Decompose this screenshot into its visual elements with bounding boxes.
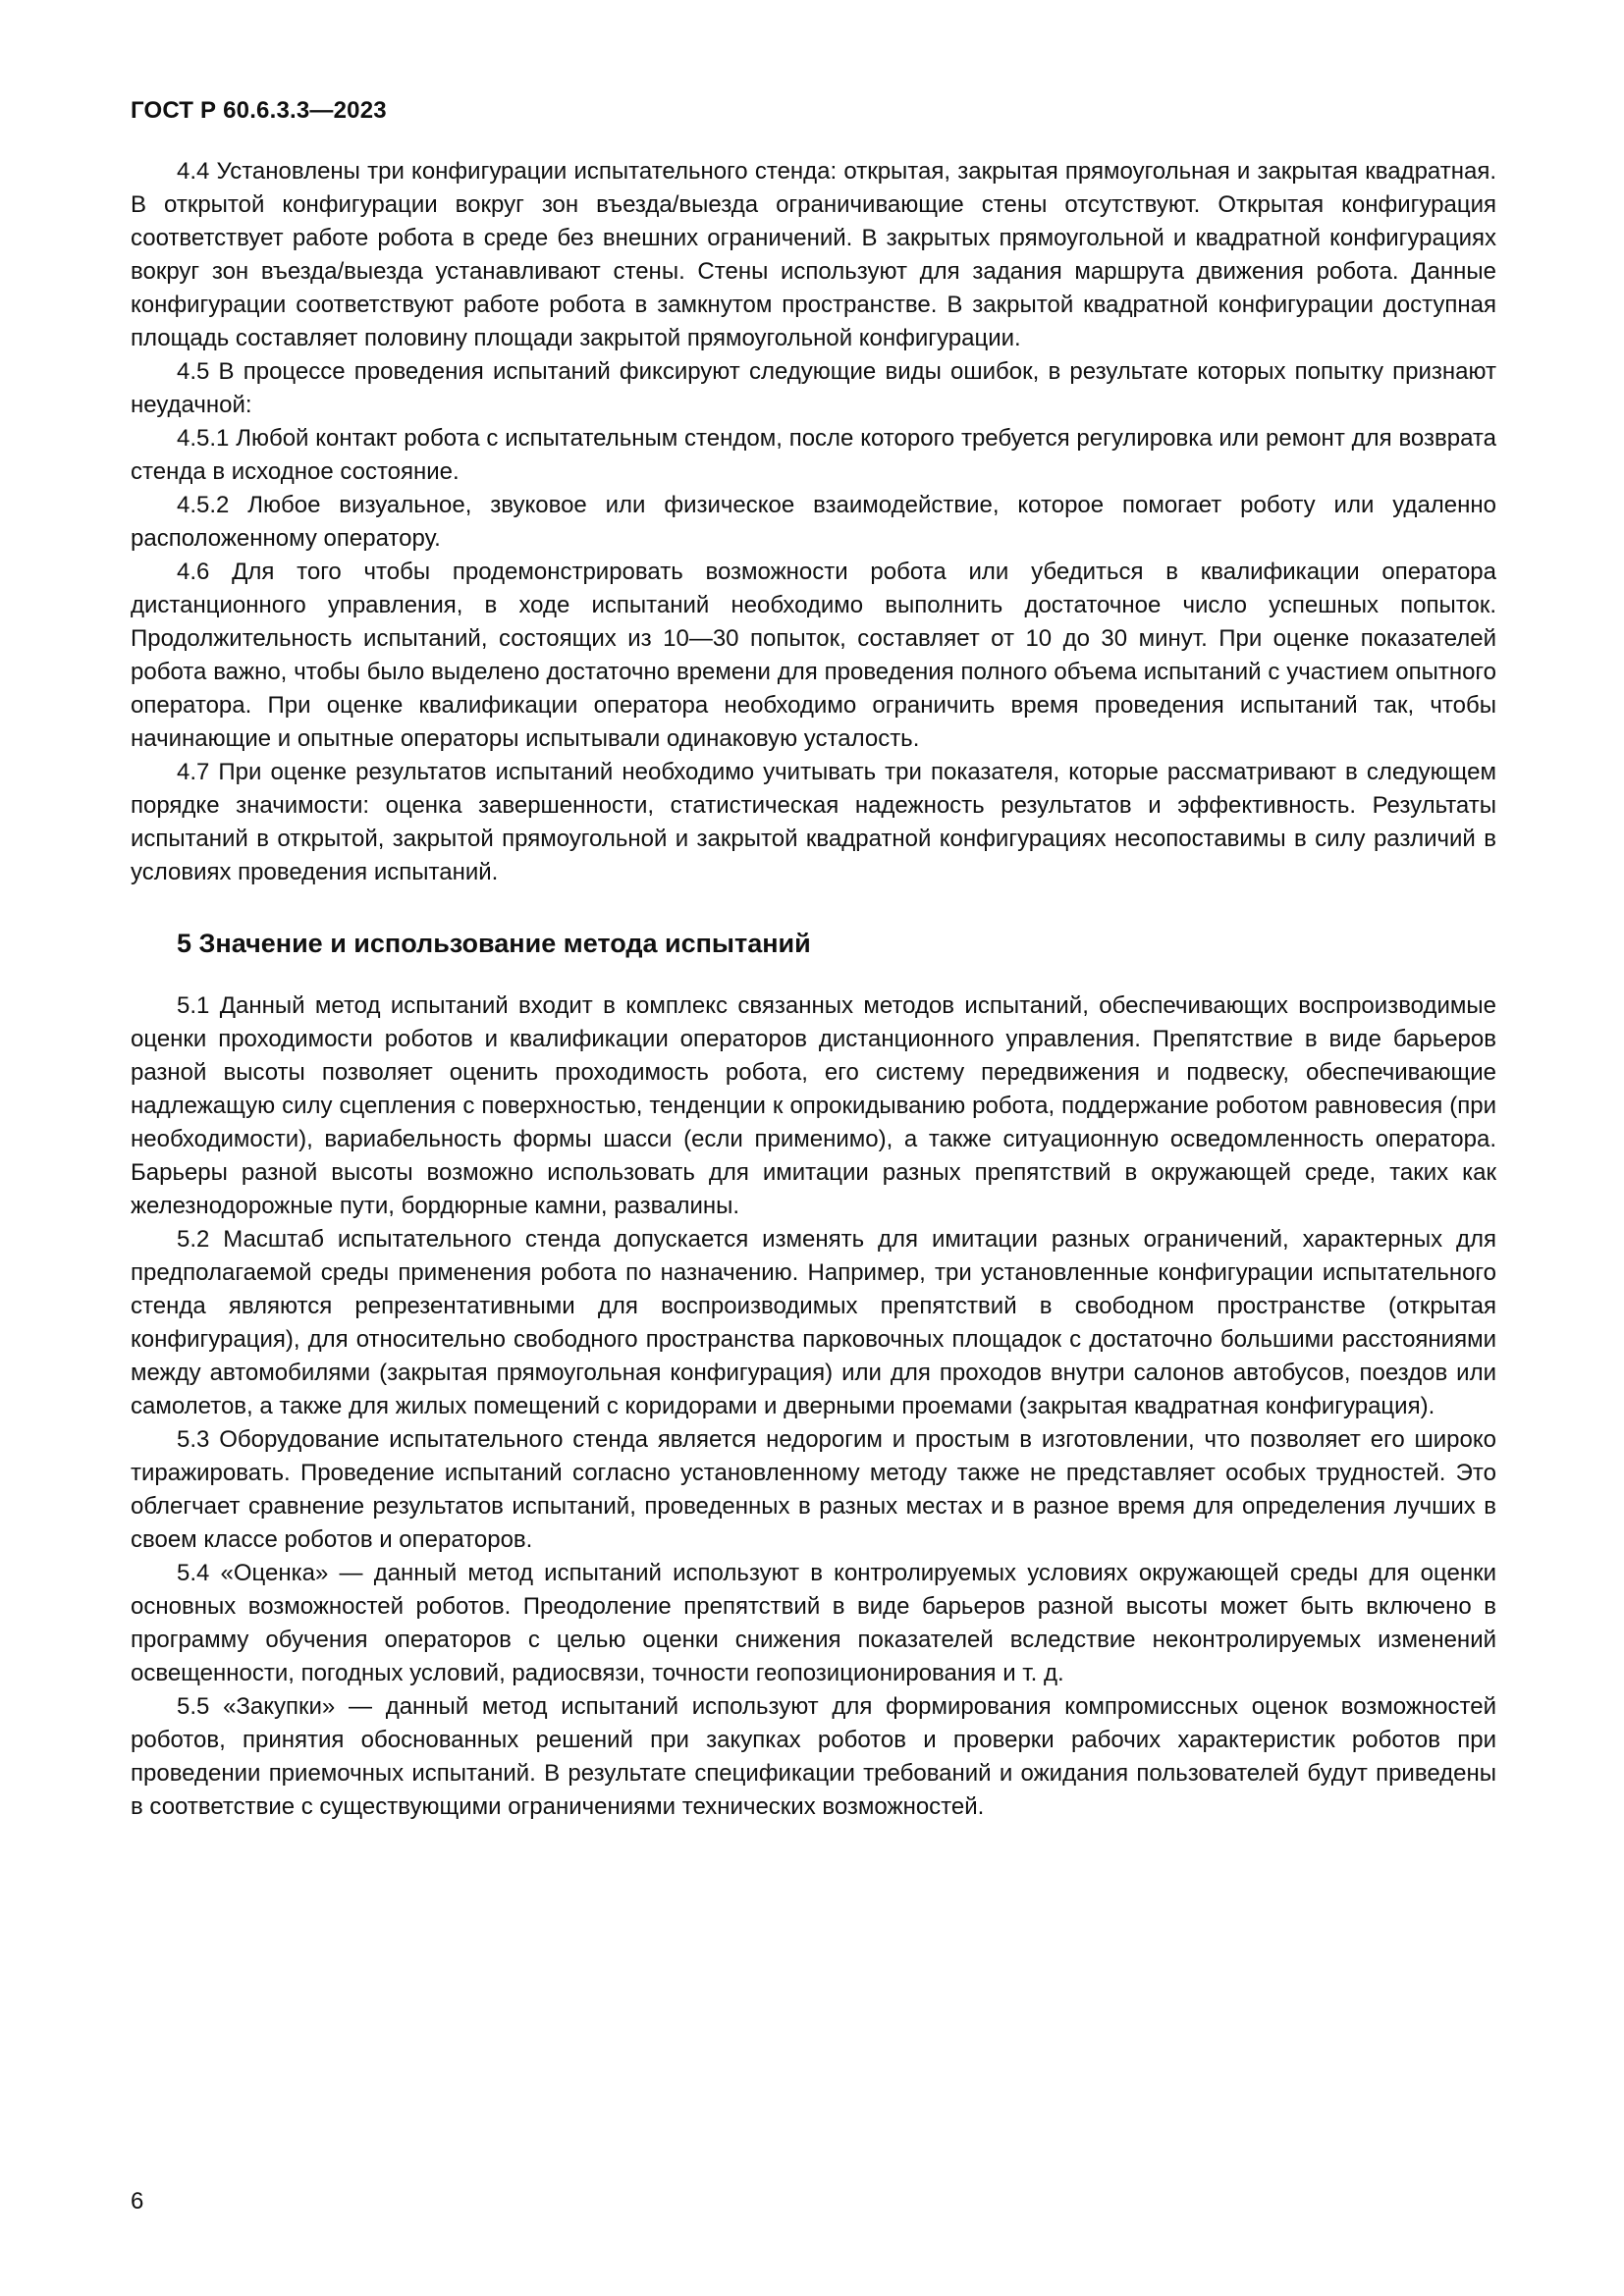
paragraph-4-6: 4.6 Для того чтобы продемонстрировать возможности робота или убедиться в квалификации оператора дистанционного управления, в ходе испытаний необходимо выполнить достаточное число успешных попыток. Продолжительность испытаний, состоящих из 10—30 попыток, составляет от 10 до 30 минут. При оценке показателей робота важно, чтобы было выделено достаточно времени для проведения полного объема испытаний с участием опытного оператора. При оценке квалификации оператора необходимо ограничить время проведения испытаний так, чтобы начинающие и опытные операторы испытывали одинаковую усталость. <box>131 559 1496 752</box>
paragraph-4-5: 4.5 В процессе проведения испытаний фиксируют следующие виды ошибок, в результате которых попытку признают неудачной: <box>131 358 1496 418</box>
paragraph-4-7: 4.7 При оценке результатов испытаний необходимо учитывать три показателя, которые рассматривают в следующем порядке значимости: оценка завершенности, статистическая надежность результатов и эффективность. Результаты испытаний в открытой, закрытой прямоугольной и закрытой квадратной конфигурациях несопоставимы в силу различий в условиях проведения испытаний. <box>131 759 1496 885</box>
page-number: 6 <box>131 2188 144 2215</box>
paragraph-5-4: 5.4 «Оценка» — данный метод испытаний используют в контролируемых условиях окружающей среды для оценки основных возможностей роботов. Преодоление препятствий в виде барьеров разной высоты может быть включено в программу обучения операторов с целью оценки снижения показателей вследствие неконтролируемых изменений освещенности, погодных условий, радиосвязи, точности геопозиционирования и т. д. <box>131 1560 1496 1686</box>
section-heading: 5 Значение и использование метода испытаний <box>177 929 811 958</box>
document-body <box>131 155 1496 1824</box>
paragraph-4-4: 4.4 Установлены три конфигурации испытательного стенда: открытая, закрытая прямоугольная и закрытая квадратная. В открытой конфигурации вокруг зон въезда/выезда ограничивающие стены отсутствуют. Открытая конфигурация соответствует работе робота в среде без внешних ограничений. В закрытых прямоугольной и квадратной конфигурациях вокруг зон въезда/выезда устанавливают стены. Стены используют для задания маршрута движения робота. Данные конфигурации соответствуют работе робота в замкнутом пространстве. В закрытой квадратной конфигурации доступная площадь составляет половину площади закрытой прямоугольной конфигурации. <box>131 158 1496 351</box>
paragraph-5-3: 5.3 Оборудование испытательного стенда является недорогим и простым в изготовлении, что позволяет его широко тиражировать. Проведение испытаний согласно установленному методу также не представляет особых трудностей. Это облегчает сравнение результатов испытаний, проведенных в разных местах и в разное время для определения лучших в своем классе роботов и операторов. <box>131 1426 1496 1553</box>
paragraph-5-2: 5.2 Масштаб испытательного стенда допускается изменять для имитации разных ограничений, характерных для предполагаемой среды применения робота по назначению. Например, три установленные конфигурации испытательного стенда являются репрезентативными для воспроизводимых препятствий в свободном пространстве (открытая конфигурация), для относительно свободного пространства парковочных площадок с достаточно большими расстояниями между автомобилями (закрытая прямоугольная конфигурация) или для проходов внутри салонов автобусов, поездов или самолетов, а также для жилых помещений с коридорами и дверными проемами (закрытая квадратная конфигурация). <box>131 1226 1496 1419</box>
paragraph-5-1: 5.1 Данный метод испытаний входит в комплекс связанных методов испытаний, обеспечивающих воспроизводимые оценки проходимости роботов и квалификации операторов дистанционного управления. Препятствие в виде барьеров разной высоты позволяет оценить проходимость робота, его систему передвижения и подвеску, обеспечивающие надлежащую силу сцепления с поверхностью, тенденции к опрокидыванию робота, поддержание роботом равновесия (при необходимости), вариабельность формы шасси (если применимо), а также ситуационную осведомленность оператора. Барьеры разной высоты возможно использовать для имитации разных препятствий в окружающей среде, таких как железнодорожные пути, бордюрные камни, развалины. <box>131 992 1496 1219</box>
paragraph-4-5-1: 4.5.1 Любой контакт робота с испытательным стендом, после которого требуется регулировка или ремонт для возврата стенда в исходное состояние. <box>131 425 1496 485</box>
paragraph-4-5-2: 4.5.2 Любое визуальное, звуковое или физическое взаимодействие, которое помогает роботу или удаленно расположенному оператору. <box>131 492 1496 552</box>
paragraph-5-5: 5.5 «Закупки» — данный метод испытаний используют для формирования компромиссных оценок возможностей роботов, принятия обоснованных решений при закупках роботов и проверки рабочих характеристик роботов при проведении приемочных испытаний. В результате спецификации требований и ожидания пользователей будут приведены в соответствие с существующими ограничениями технических возможностей. <box>131 1693 1496 1820</box>
document-header: ГОСТ Р 60.6.3.3—2023 <box>131 97 387 124</box>
